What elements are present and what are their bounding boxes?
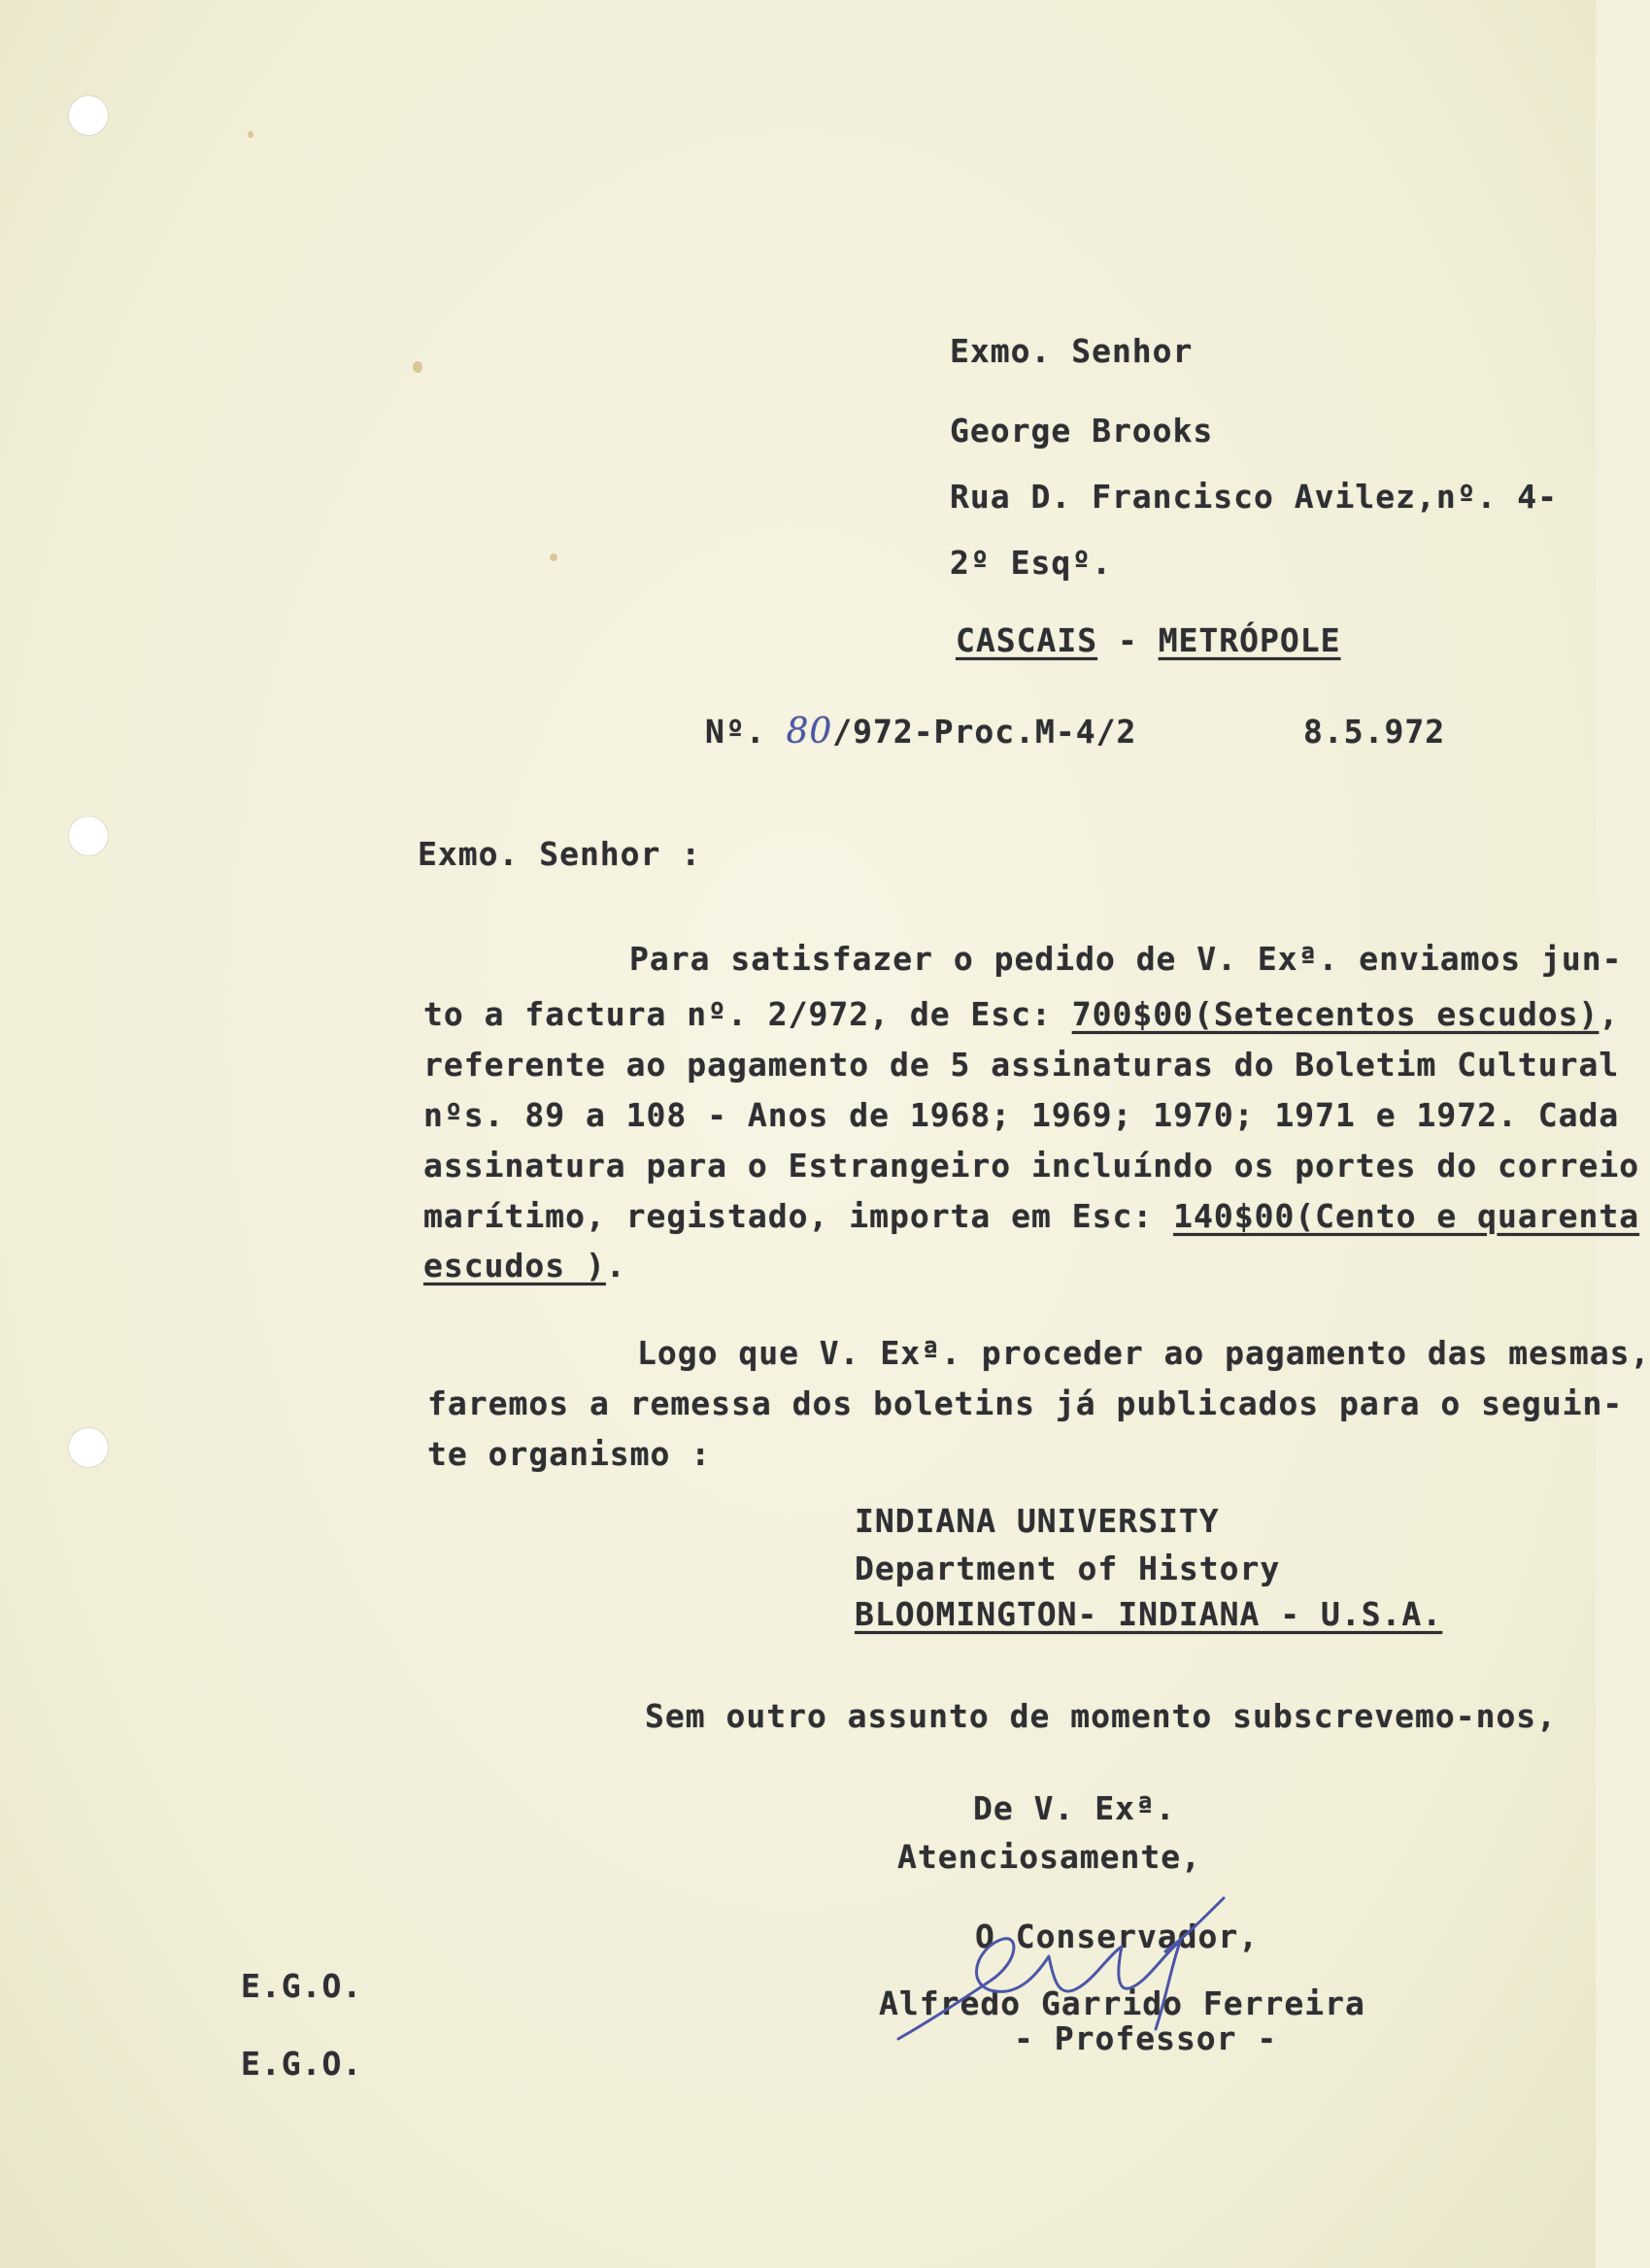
paragraph1-line <box>423 995 1619 1034</box>
invoice-amount: 700$00(Setecentos escudos) <box>1071 995 1599 1033</box>
punch-hole <box>68 1427 109 1468</box>
recipient-floor: 2º Esqº. <box>950 544 1112 582</box>
paragraph1-line-text: , <box>1599 995 1620 1033</box>
paragraph1-line-text: marítimo, registado, importa em Esc: <box>423 1197 1174 1235</box>
punch-hole <box>68 816 109 856</box>
initials: E.G.O. <box>241 1967 363 2005</box>
recipient-city-separator: - <box>1097 621 1159 659</box>
letter-date: 8.5.972 <box>1303 713 1446 750</box>
greeting: Exmo. Senhor : <box>418 835 702 873</box>
signer-role: O Conservador, <box>975 1918 1260 1955</box>
closing-de: De V. Exª. <box>973 1789 1176 1827</box>
punch-hole <box>68 95 109 136</box>
reference-number: 80 <box>786 712 833 751</box>
institution-location: BLOOMINGTON- INDIANA - U.S.A. <box>855 1595 1443 1633</box>
handwritten-signature <box>874 1893 1321 2049</box>
reference-prefix: Nº. <box>705 713 766 750</box>
reference-suffix: /972-Proc.M-4/2 <box>832 713 1137 750</box>
paragraph1-line <box>423 1247 626 1285</box>
institution-department: Department of History <box>855 1550 1281 1587</box>
closing-regards: Atenciosamente, <box>897 1838 1202 1876</box>
recipient-city-line <box>956 621 1341 660</box>
paper-stain <box>248 131 253 138</box>
recipient-street: Rua D. Francisco Avilez,nº. 4- <box>950 478 1559 516</box>
recipient-salutation: Exmo. Senhor <box>950 332 1194 370</box>
paper-stain <box>550 553 557 561</box>
paragraph2-line: Logo que V. Exª. proceder ao pagamento das mesmas, <box>637 1334 1650 1372</box>
paragraph1-line <box>423 1197 1639 1236</box>
signer-name: Alfredo Garrido Ferreira <box>879 1984 1365 2022</box>
paragraph1-line: Para satisfazer o pedido de V. Exª. enviamos jun- <box>629 940 1623 978</box>
subscription-amount-cont: escudos ) <box>423 1247 606 1284</box>
signer-title: - Professor - <box>1014 2019 1278 2057</box>
closing-line: Sem outro assunto de momento subscrevemo-nos, <box>645 1697 1558 1735</box>
paper-stain <box>413 361 422 373</box>
recipient-region: METRÓPOLE <box>1158 621 1341 659</box>
paragraph1-line: assinatura para o Estrangeiro incluíndo os portes do correio <box>423 1147 1640 1184</box>
recipient-name: George Brooks <box>950 412 1214 450</box>
institution-name: INDIANA UNIVERSITY <box>855 1502 1220 1540</box>
paragraph1-line-text: to a factura nº. 2/972, de Esc: <box>423 995 1072 1033</box>
reference-line <box>705 713 1136 751</box>
initials: E.G.O. <box>241 2045 363 2083</box>
paragraph1-line: nºs. 89 a 108 - Anos de 1968; 1969; 1970; 1971 e 1972. Cada <box>423 1096 1620 1134</box>
recipient-city: CASCAIS <box>956 621 1098 659</box>
paragraph1-line-text: . <box>605 1247 626 1284</box>
paragraph2-line: faremos a remessa dos boletins já publicados para o seguin- <box>427 1384 1624 1422</box>
paragraph2-line: te organismo : <box>427 1435 712 1473</box>
subscription-amount: 140$00(Cento e quarenta <box>1173 1197 1640 1235</box>
paragraph1-line: referente ao pagamento de 5 assinaturas do Boletim Cultural <box>423 1046 1620 1084</box>
